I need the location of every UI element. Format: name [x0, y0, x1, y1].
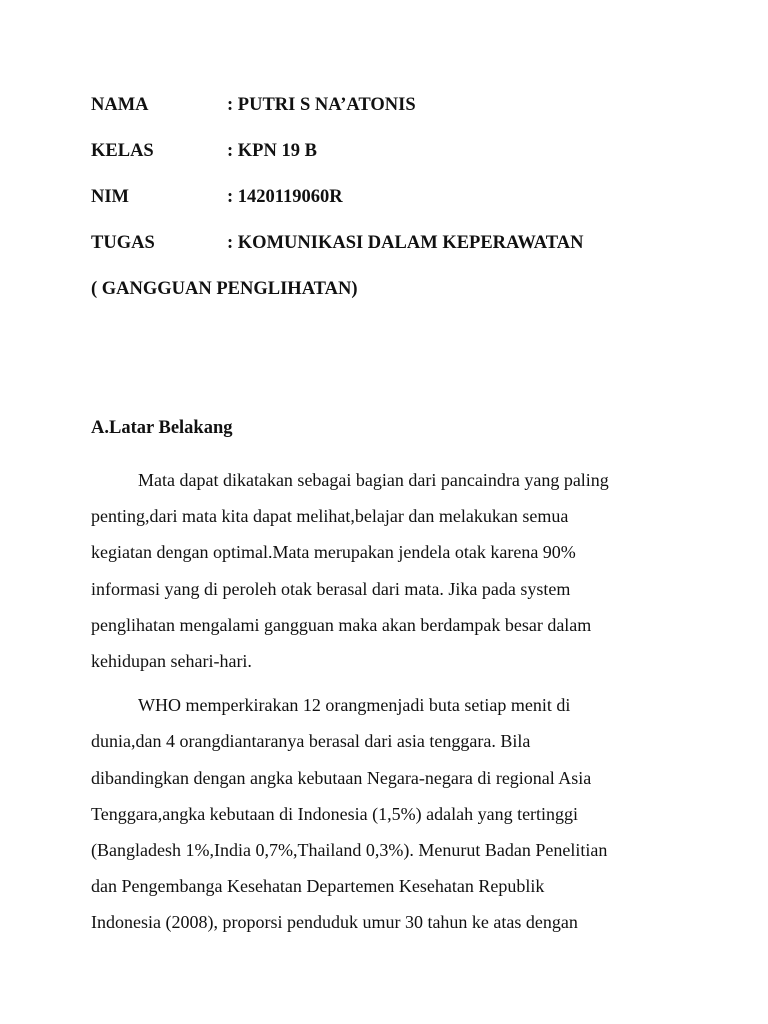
paragraph-2-line: Indonesia (2008), proporsi penduduk umur 30 tahun ke atas dengan [91, 912, 578, 933]
paragraph-2-line: dunia,dan 4 orangdiantaranya berasal dari asia tenggara. Bila [91, 731, 531, 752]
header-row-nama [91, 93, 711, 139]
nama-value: : PUTRI S NA’ATONIS [227, 95, 416, 115]
section-heading: A.Latar Belakang [91, 418, 233, 438]
kelas-value: : KPN 19 B [227, 141, 317, 161]
student-info-header [91, 93, 711, 301]
paragraph-2-line: (Bangladesh 1%,India 0,7%,Thailand 0,3%). Menurut Badan Penelitian [91, 840, 608, 861]
paragraph-1-line: kehidupan sehari-hari. [91, 651, 252, 672]
paragraph-1-line: informasi yang di peroleh otak berasal dari mata. Jika pada system [91, 578, 571, 599]
tugas-label: TUGAS [91, 233, 155, 253]
nama-label: NAMA [91, 95, 149, 115]
kelas-label: KELAS [91, 141, 154, 161]
header-row-kelas [91, 139, 711, 185]
paragraph-2-line: dan Pengembanga Kesehatan Departemen Kesehatan Republik [91, 876, 545, 897]
paragraph-1-line: kegiatan dengan optimal.Mata merupakan jendela otak karena 90% [91, 542, 576, 563]
paragraph-1-line: penting,dari mata kita dapat melihat,belajar dan melakukan semua [91, 506, 569, 527]
section-latar-belakang [91, 416, 691, 949]
tugas-value: : KOMUNIKASI DALAM KEPERAWATAN [227, 233, 584, 253]
paragraph-1-line: Mata dapat dikatakan sebagai bagian dari pancaindra yang paling [138, 470, 609, 490]
nim-value: : 1420119060R [227, 187, 343, 207]
header-row-nim [91, 185, 711, 231]
paragraph-1 [91, 462, 691, 679]
paragraph-2-line: dibandingkan dengan angka kebutaan Negara-negara di regional Asia [91, 767, 592, 788]
paragraph-2 [91, 687, 691, 940]
subject-title: ( GANGGUAN PENGLIHATAN) [91, 279, 358, 299]
paragraph-2-line: WHO memperkirakan 12 orangmenjadi buta setiap menit di [138, 695, 571, 716]
nim-label: NIM [91, 187, 130, 207]
paragraph-2-line: Tenggara,angka kebutaan di Indonesia (1,5%) adalah yang tertinggi [91, 803, 579, 824]
header-row-tugas [91, 231, 711, 277]
paragraph-1-line: penglihatan mengalami gangguan maka akan berdampak besar dalam [91, 614, 592, 635]
